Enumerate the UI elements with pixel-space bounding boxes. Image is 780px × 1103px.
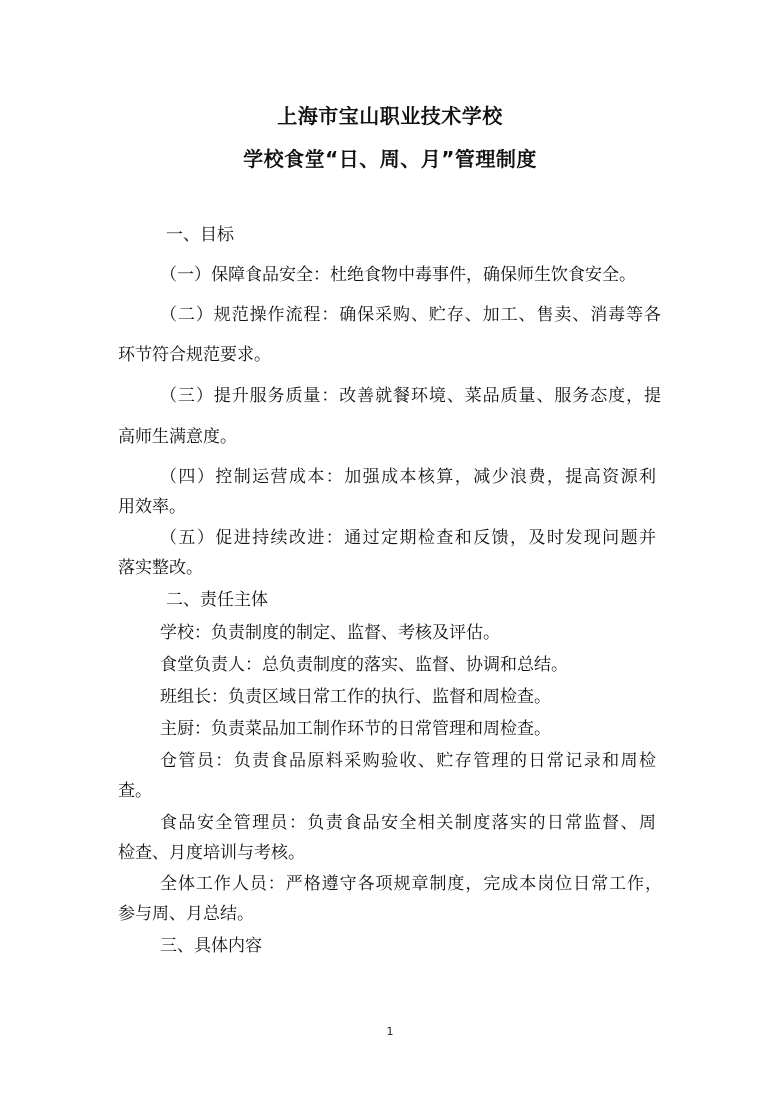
section-heading-content: 三、具体内容 [160, 936, 262, 956]
goal-item-4-line-2: 用效率。 [118, 497, 186, 517]
goal-item-1: （一）保障食品安全：杜绝食物中毒事件，确保师生饮食安全。 [160, 265, 636, 285]
responsibility-all-staff-line-1: 全体工作人员：严格遵守各项规章制度，完成本岗位日常工作， [160, 874, 662, 894]
responsibility-all-staff-line-2: 参与周、月总结。 [118, 904, 254, 924]
goal-item-2-line-2: 环节符合规范要求。 [118, 345, 271, 365]
policy-title: 学校食堂“日、周、月”管理制度 [243, 147, 537, 171]
goal-item-2-line-1: （二）规范操作流程：确保采购、贮存、加工、售卖、消毒等各 [160, 305, 661, 325]
responsibility-canteen-head: 食堂负责人：总负责制度的落实、监督、协调和总结。 [160, 655, 568, 675]
goal-item-5-line-1: （五）促进持续改进：通过定期检查和反馈，及时发现问题并 [160, 528, 656, 548]
responsibility-warehouse-line-2: 查。 [118, 781, 152, 801]
goal-item-5-line-2: 落实整改。 [118, 558, 203, 578]
school-name: 上海市宝山职业技术学校 [277, 104, 503, 128]
responsibility-school: 学校：负责制度的制定、监督、考核及评估。 [160, 623, 500, 643]
responsibility-head-chef: 主厨：负责菜品加工制作环节的日常管理和周检查。 [160, 719, 551, 739]
section-heading-responsibility: 二、责任主体 [166, 590, 268, 610]
goal-item-3-line-2: 高师生满意度。 [118, 427, 237, 447]
goal-item-4-line-1: （四）控制运营成本：加强成本核算，减少浪费，提高资源利 [160, 467, 656, 487]
responsibility-safety-officer-line-1: 食品安全管理员：负责食品安全相关制度落实的日常监督、周 [160, 813, 656, 833]
page-number: 1 [386, 1025, 394, 1038]
responsibility-team-leader: 班组长：负责区域日常工作的执行、监督和周检查。 [160, 687, 551, 707]
responsibility-warehouse-line-1: 仓管员：负责食品原料采购验收、贮存管理的日常记录和周检 [160, 751, 656, 771]
section-heading-goals: 一、目标 [166, 225, 234, 245]
goal-item-3-line-1: （三）提升服务质量：改善就餐环境、菜品质量、服务态度，提 [160, 386, 661, 406]
responsibility-safety-officer-line-2: 检查、月度培训与考核。 [118, 843, 305, 863]
